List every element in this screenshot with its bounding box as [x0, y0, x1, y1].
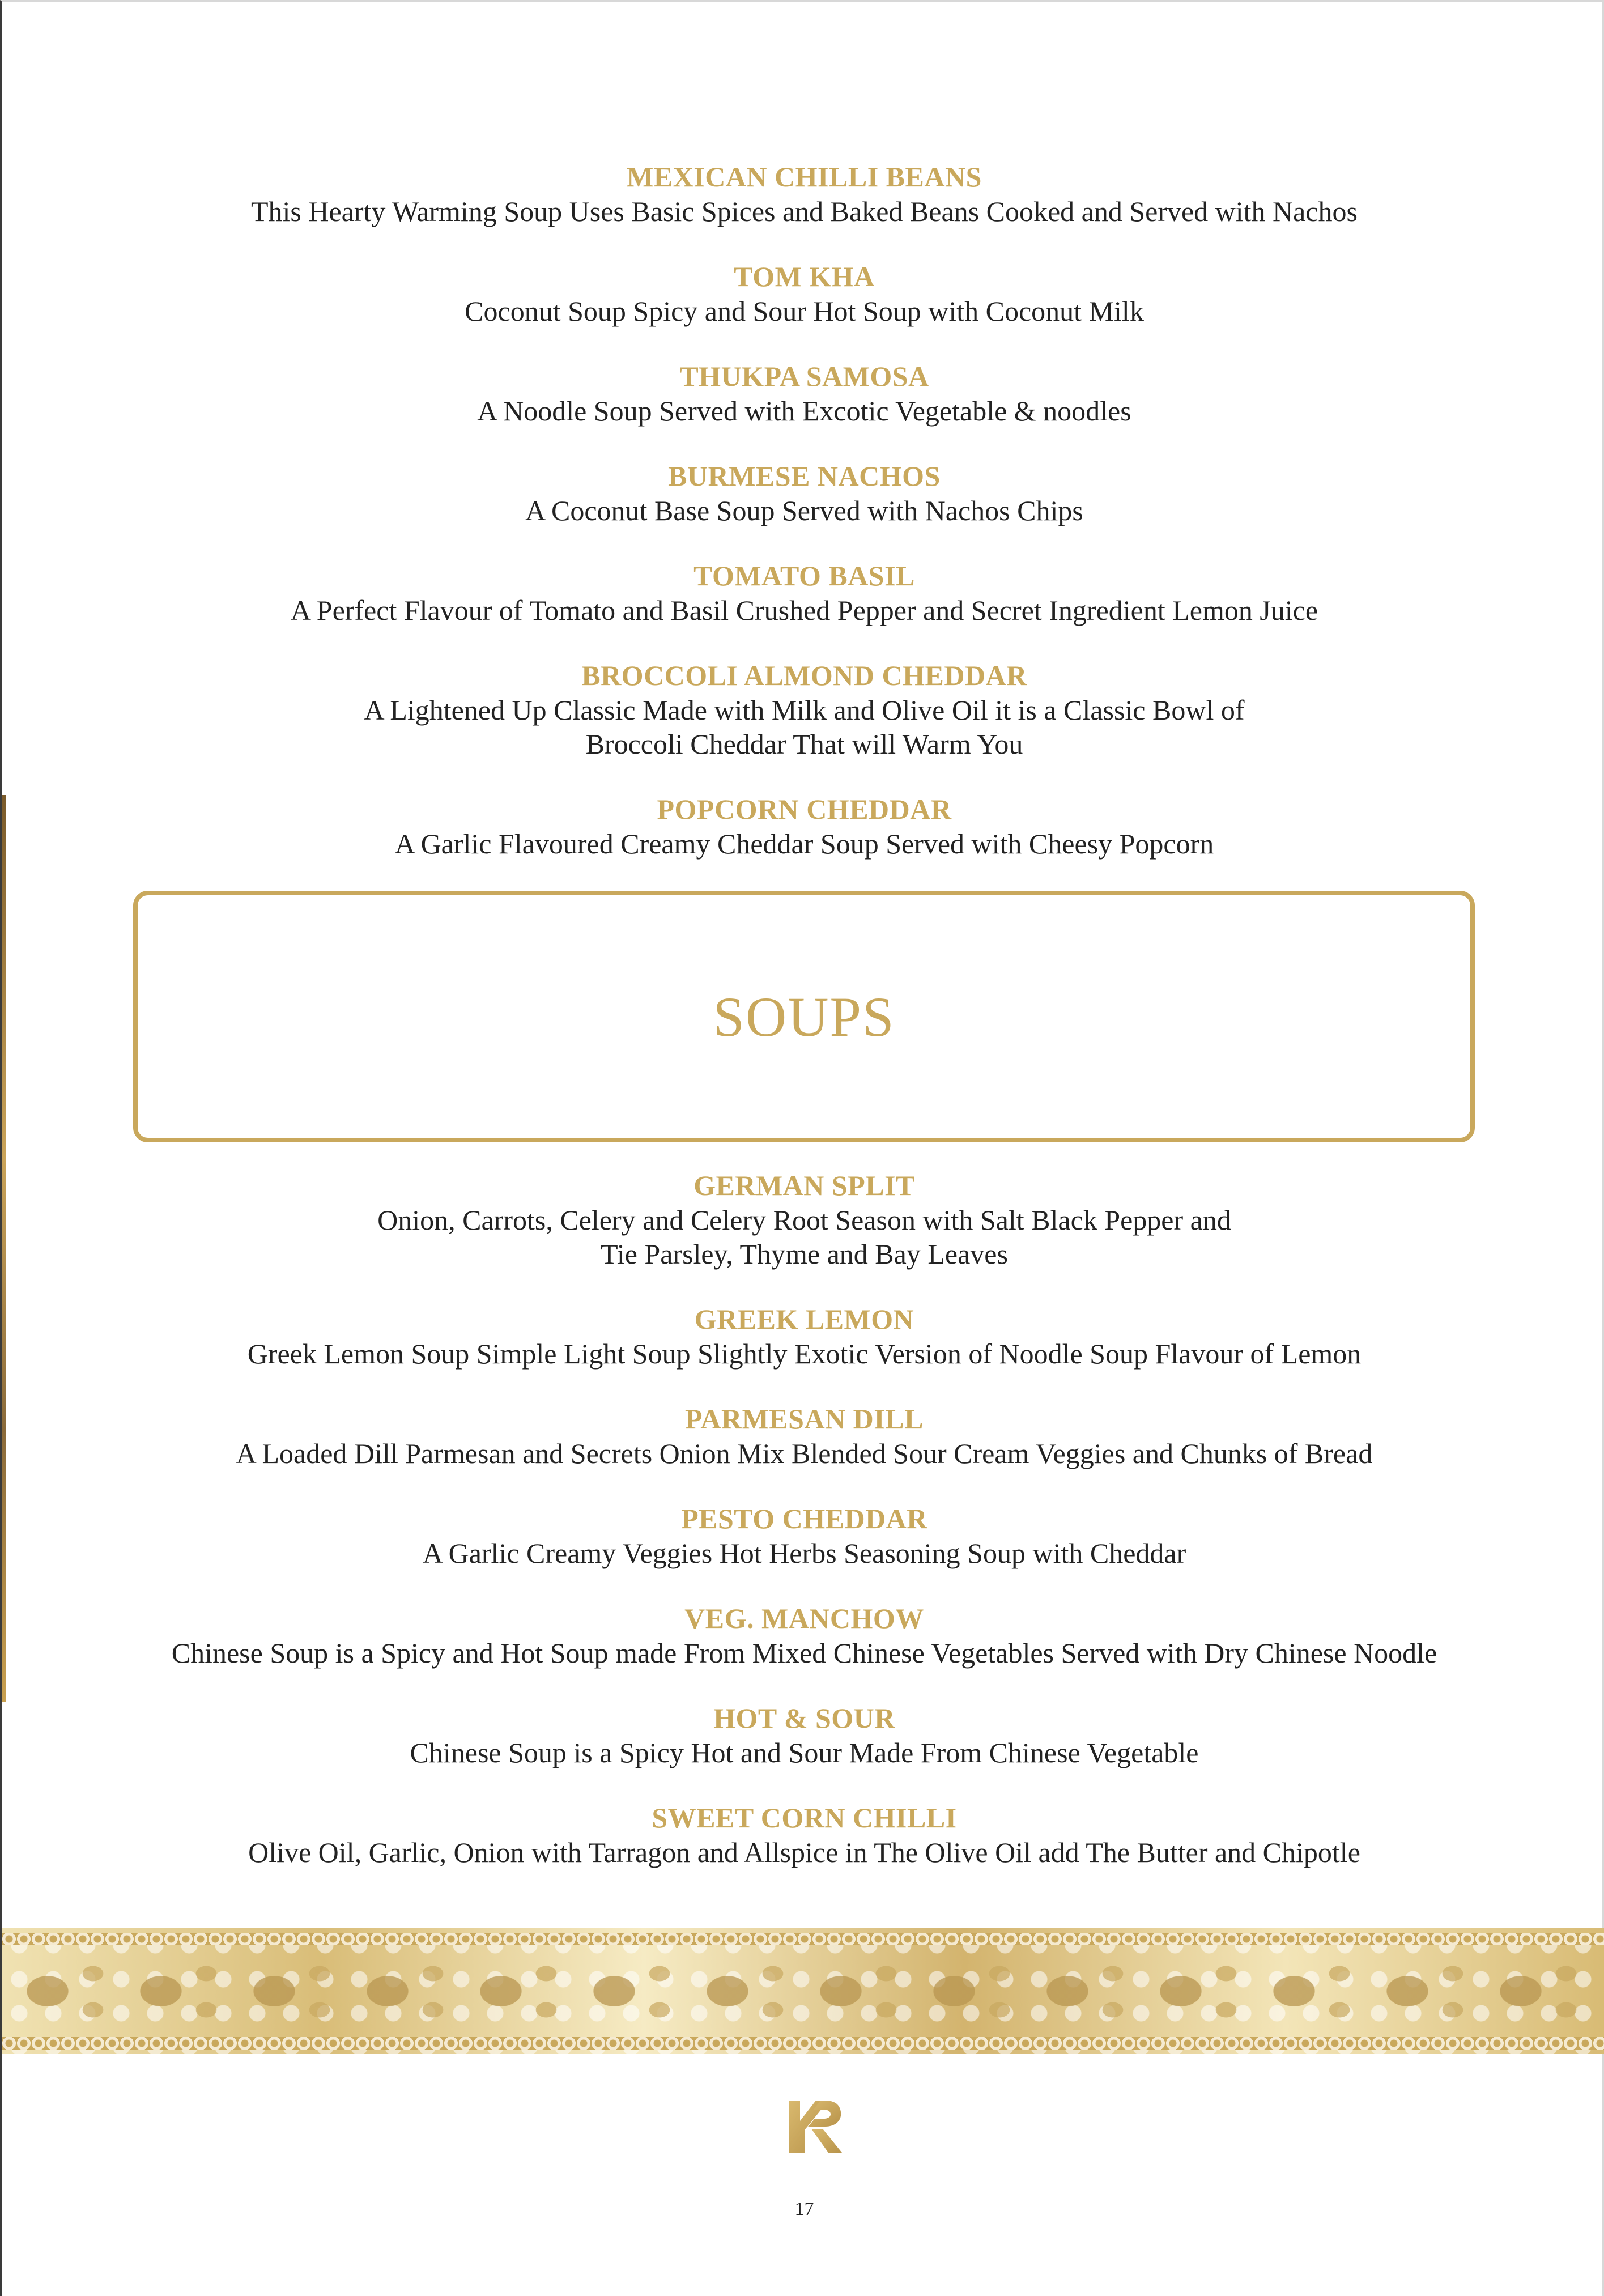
menu-item [2, 259, 1604, 328]
menu-item [2, 1302, 1604, 1371]
item-description: A Perfect Flavour of Tomato and Basil Crushed Pepper and Secret Ingredient Lemon Juice [290, 594, 1318, 626]
ornament-bead-band-top [2, 1933, 1604, 1945]
item-description: Broccoli Cheddar That will Warm You [585, 728, 1023, 760]
item-name: SWEET CORN CHILLI [652, 1802, 957, 1834]
item-name: THUKPA SAMOSA [679, 360, 929, 392]
item-name: TOM KHA [734, 261, 875, 292]
menu-item [2, 1800, 1604, 1869]
item-description: Coconut Soup Spicy and Sour Hot Soup with Coconut Milk [465, 295, 1144, 327]
menu-item [2, 1401, 1604, 1470]
item-name: PESTO CHEDDAR [681, 1503, 927, 1534]
item-name: GREEK LEMON [694, 1303, 914, 1335]
menu-item [2, 1601, 1604, 1670]
item-description: A Garlic Creamy Veggies Hot Herbs Seasoning Soup with Cheddar [422, 1537, 1186, 1569]
item-description: Chinese Soup is a Spicy and Hot Soup made From Mixed Chinese Vegetables Served with Dry Chinese Noodle [171, 1637, 1437, 1669]
item-description: This Hearty Warming Soup Uses Basic Spices and Baked Beans Cooked and Served with Nachos [250, 195, 1358, 227]
item-description: Chinese Soup is a Spicy Hot and Sour Made From Chinese Vegetable [410, 1737, 1199, 1768]
section-title: SOUPS [713, 985, 895, 1048]
menu-item [2, 658, 1604, 761]
section-header-box [133, 891, 1475, 1142]
item-description: Olive Oil, Garlic, Onion with Tarragon and Allspice in The Olive Oil add The Butter and Chipotle [248, 1836, 1360, 1868]
menu-item [2, 359, 1604, 428]
item-name: TOMATO BASIL [693, 560, 915, 592]
menu-items-top [2, 159, 1604, 891]
ornament-bead-band-bottom [2, 2037, 1604, 2050]
menu-item [2, 1700, 1604, 1770]
menu-item [2, 458, 1604, 528]
menu-items-bottom [2, 1168, 1604, 1900]
item-description: A Noodle Soup Served with Excotic Vegetable & noodles [477, 395, 1131, 427]
item-name: VEG. MANCHOW [684, 1602, 924, 1634]
item-description: A Garlic Flavoured Creamy Cheddar Soup Served with Cheesy Popcorn [394, 828, 1214, 860]
page-number: 17 [794, 2199, 814, 2220]
item-description: A Coconut Base Soup Served with Nachos Chips [525, 495, 1083, 526]
kr-monogram-icon [785, 2098, 848, 2155]
menu-item [2, 558, 1604, 627]
item-name: BURMESE NACHOS [668, 460, 941, 492]
item-name: HOT & SOUR [713, 1702, 895, 1734]
menu-item [2, 1168, 1604, 1271]
item-description: A Lightened Up Classic Made with Milk and Olive Oil it is a Classic Bowl of [364, 694, 1245, 726]
item-name: PARMESAN DILL [685, 1403, 924, 1435]
item-description: Tie Parsley, Thyme and Bay Leaves [601, 1238, 1008, 1270]
item-name: BROCCOLI ALMOND CHEDDAR [581, 660, 1027, 691]
item-name: GERMAN SPLIT [693, 1170, 915, 1201]
item-description: A Loaded Dill Parmesan and Secrets Onion Mix Blended Sour Cream Veggies and Chunks of Bread [236, 1438, 1373, 1469]
menu-item [2, 792, 1604, 861]
ornament-paisley-pattern [2, 1951, 1604, 2031]
item-name: POPCORN CHEDDAR [657, 793, 952, 825]
menu-item [2, 159, 1604, 228]
item-description: Greek Lemon Soup Simple Light Soup Slightly Exotic Version of Noodle Soup Flavour of Lemon [247, 1338, 1362, 1370]
item-description: Onion, Carrots, Celery and Celery Root Season with Salt Black Pepper and [377, 1204, 1231, 1236]
item-name: MEXICAN CHILLI BEANS [627, 161, 982, 193]
menu-item [2, 1501, 1604, 1570]
gold-ornament-border [2, 1928, 1604, 2054]
